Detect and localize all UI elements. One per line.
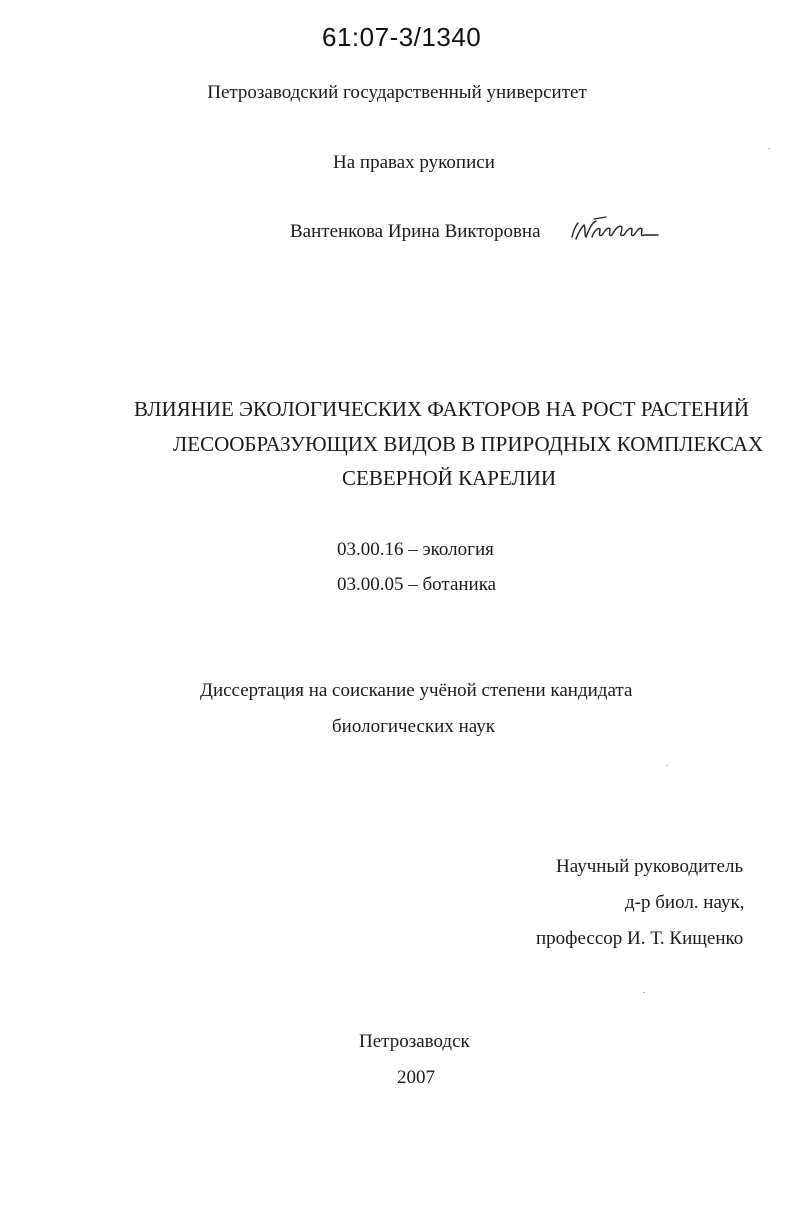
specialty-ecology: 03.00.16 – экология xyxy=(337,539,494,560)
title-line-2: ЛЕСООБРАЗУЮЩИХ ВИДОВ В ПРИРОДНЫХ КОМПЛЕКСАХ xyxy=(173,432,764,456)
archive-code: 61:07-3/1340 xyxy=(322,22,482,52)
scan-speck xyxy=(643,992,645,993)
scan-speck xyxy=(666,765,668,766)
supervisor-heading: Научный руководитель xyxy=(556,856,744,877)
author-signature xyxy=(566,213,662,249)
supervisor-name: профессор И. Т. Кищенко xyxy=(536,928,744,949)
title-line-1: ВЛИЯНИЕ ЭКОЛОГИЧЕСКИХ ФАКТОРОВ НА РОСТ РАСТЕНИЙ xyxy=(134,397,750,421)
university-name: Петрозаводский государственный университет xyxy=(207,82,587,103)
supervisor-degree: д-р биол. наук, xyxy=(625,892,745,913)
scan-speck xyxy=(768,148,770,149)
dissertation-line-1: Диссертация на соискание учёной степени кандидата xyxy=(200,680,633,701)
author-name: Вантенкова Ирина Викторовна xyxy=(290,221,541,242)
year: 2007 xyxy=(397,1067,435,1088)
city: Петрозаводск xyxy=(359,1031,470,1052)
title-line-3: СЕВЕРНОЙ КАРЕЛИИ xyxy=(342,466,557,490)
specialty-botany: 03.00.05 – ботаника xyxy=(337,574,497,595)
dissertation-line-2: биологических наук xyxy=(332,716,495,737)
rights-note: На правах рукописи xyxy=(333,152,495,173)
